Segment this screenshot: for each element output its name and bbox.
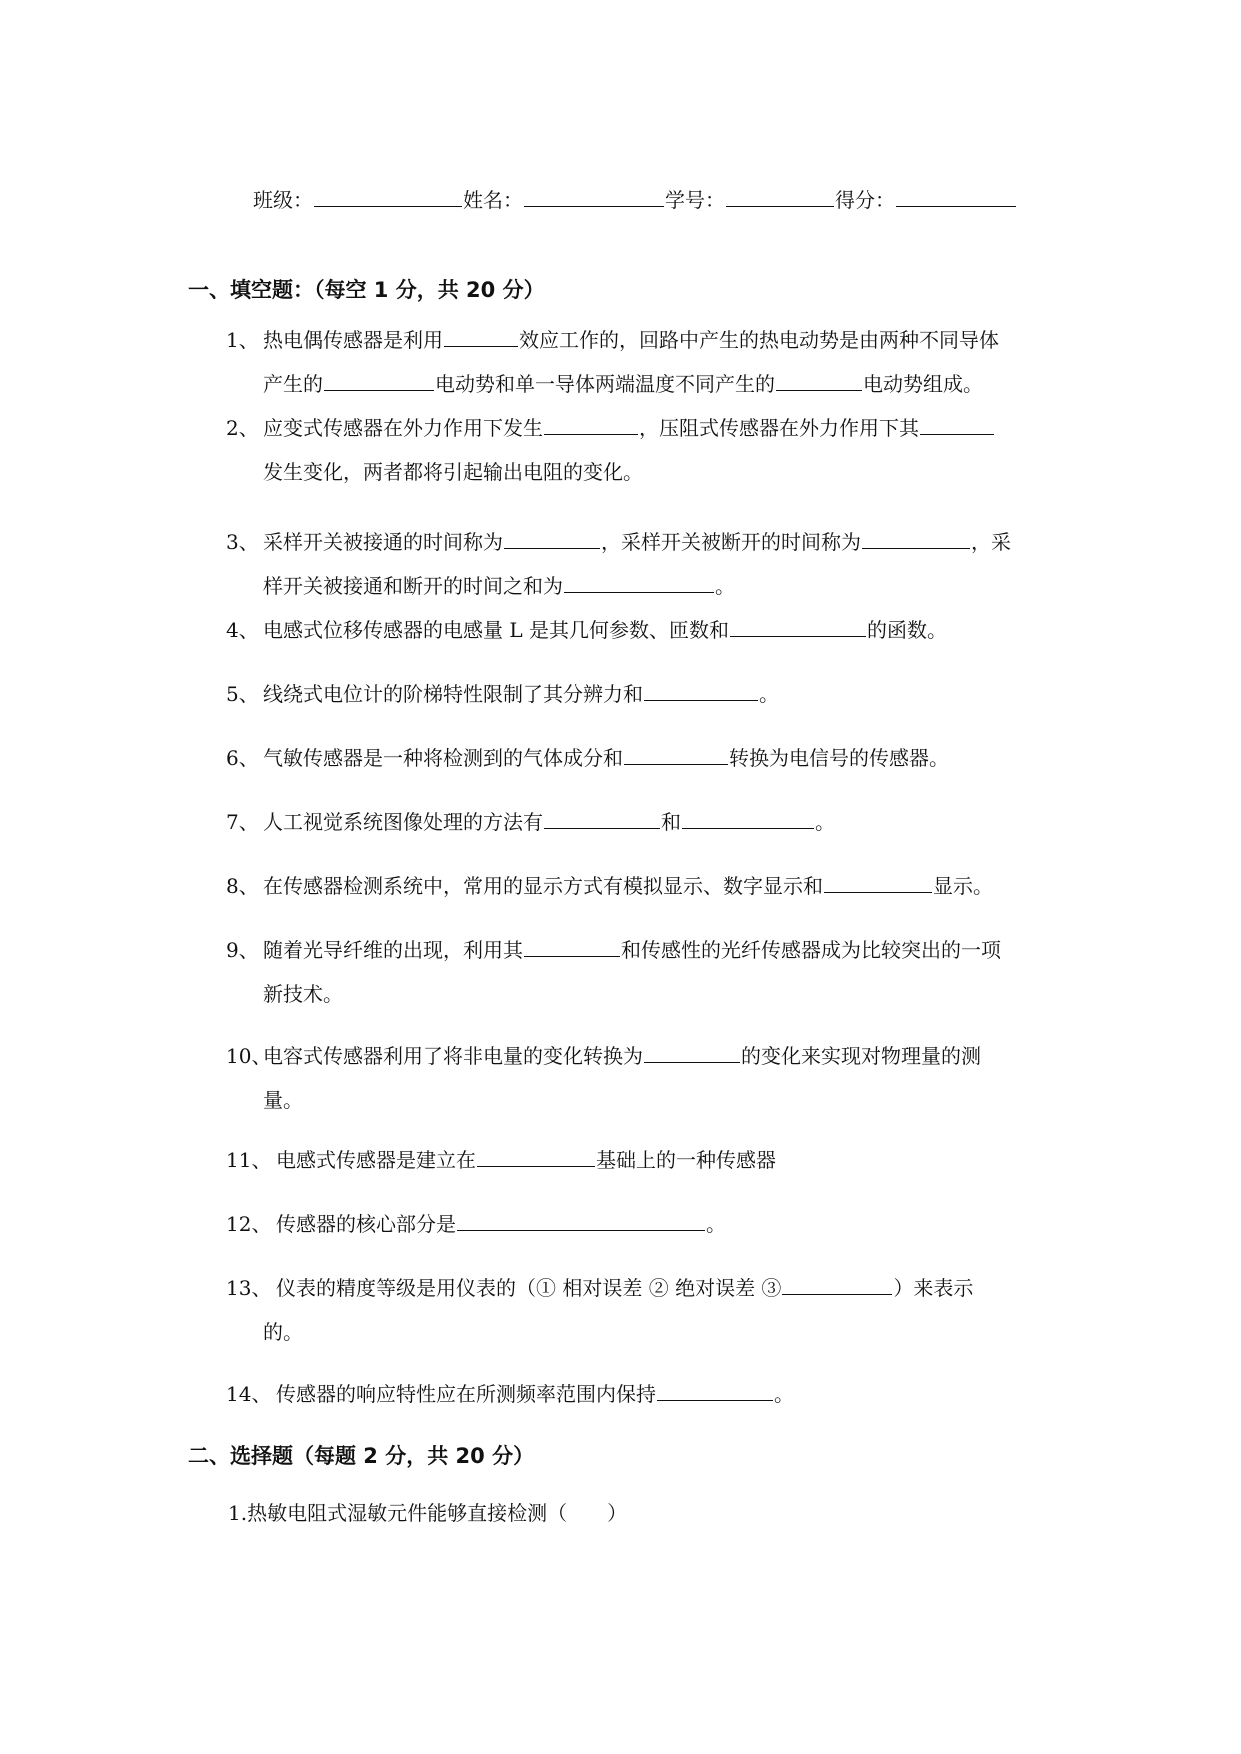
question-9 [226, 928, 1001, 1006]
question-7 [226, 800, 835, 844]
question-text: 在传感器检测系统中，常用的显示方式有模拟显示、数字显示和 [263, 874, 823, 898]
answer-blank[interactable] [564, 574, 714, 593]
question-text: 。 [715, 574, 735, 598]
student-id-label: 学号： [665, 188, 725, 212]
question-number: 8、 [226, 874, 259, 898]
question-number: 9、 [226, 938, 259, 962]
question-text: 传感器的响应特性应在所测频率范围内保持 [276, 1382, 656, 1406]
question-continuation [263, 1078, 303, 1122]
answer-blank[interactable] [324, 372, 434, 391]
answer-blank[interactable] [524, 938, 620, 957]
question-text: 应变式传感器在外力作用下发生 [263, 416, 543, 440]
question-text: 和传感性的光纤传感器成为比较突出的一项 [621, 938, 1001, 962]
answer-blank[interactable] [682, 810, 814, 829]
question-text: 显示。 [933, 874, 993, 898]
question-text: 电容式传感器利用了将非电量的变化转换为 [263, 1044, 643, 1068]
class-label: 班级： [253, 188, 313, 212]
name-blank[interactable] [524, 188, 664, 207]
question-10 [226, 1034, 981, 1112]
answer-blank[interactable] [730, 618, 866, 637]
question-continuation [263, 362, 983, 406]
question-text: 和 [661, 810, 681, 834]
answer-blank[interactable] [644, 1044, 740, 1063]
question-continuation [263, 1310, 303, 1354]
question-text: 产生的 [263, 372, 323, 396]
answer-blank[interactable] [657, 1382, 773, 1401]
question-text: 电动势和单一导体两端温度不同产生的 [435, 372, 775, 396]
question-1 [226, 318, 999, 396]
question-text: 电感式传感器是建立在 [276, 1148, 476, 1172]
question-text: 的。 [263, 1320, 303, 1344]
question-11 [226, 1138, 776, 1182]
question-text: 电动势组成。 [863, 372, 983, 396]
question-text: 热电偶传感器是利用 [263, 328, 443, 352]
question-text: 基础上的一种传感器 [596, 1148, 776, 1172]
question-3 [226, 520, 1011, 598]
question-text: 。 [706, 1212, 726, 1236]
question-number: 12、 [226, 1212, 272, 1236]
question-text: ，压阻式传感器在外力作用下其 [639, 416, 919, 440]
question-number: 2、 [226, 416, 259, 440]
question-text: 的变化来实现对物理量的测 [741, 1044, 981, 1068]
question-text: 电感式位移传感器的电感量 L 是其几何参数、匝数和 [263, 618, 729, 642]
question-number: 13、 [226, 1276, 272, 1300]
question-14 [226, 1372, 794, 1416]
answer-blank[interactable] [776, 372, 862, 391]
answer-blank[interactable] [504, 530, 600, 549]
question-text: 发生变化，两者都将引起输出电阻的变化。 [263, 460, 643, 484]
answer-blank[interactable] [477, 1148, 595, 1167]
question-text: 采样开关被接通的时间称为 [263, 530, 503, 554]
section-2-title: 二、选择题（每题 2 分，共 20 分） [188, 1444, 535, 1468]
question-continuation [263, 564, 735, 608]
answer-blank[interactable] [920, 416, 994, 435]
question-text: 的函数。 [867, 618, 947, 642]
question-text: ，采样开关被断开的时间称为 [601, 530, 861, 554]
question-text: 传感器的核心部分是 [276, 1212, 456, 1236]
question-text: 线绕式电位计的阶梯特性限制了其分辨力和 [263, 682, 643, 706]
answer-blank[interactable] [824, 874, 932, 893]
question-text: 。 [774, 1382, 794, 1406]
answer-blank[interactable] [644, 682, 758, 701]
answer-blank[interactable] [862, 530, 970, 549]
class-blank[interactable] [314, 188, 462, 207]
question-5 [226, 672, 779, 716]
question-text: 人工视觉系统图像处理的方法有 [263, 810, 543, 834]
question-text: 样开关被接通和断开的时间之和为 [263, 574, 563, 598]
question-text: 效应工作的，回路中产生的热电动势是由两种不同导体 [519, 328, 999, 352]
question-12 [226, 1202, 726, 1246]
question-text: 新技术。 [263, 982, 343, 1006]
question-text: ，采 [971, 530, 1011, 554]
question-number: 3、 [226, 530, 259, 554]
question-text: 气敏传感器是一种将检测到的气体成分和 [263, 746, 623, 770]
question-13 [226, 1266, 974, 1344]
answer-blank[interactable] [624, 746, 728, 765]
question-text: 量。 [263, 1088, 303, 1112]
answer-blank[interactable] [782, 1276, 892, 1295]
answer-blank[interactable] [444, 328, 518, 347]
choice-question-1: 1.热敏电阻式湿敏元件能够直接检测（ ） [228, 1501, 628, 1525]
question-continuation [263, 972, 343, 1016]
question-text: ）来表示 [893, 1276, 974, 1300]
answer-blank[interactable] [544, 416, 638, 435]
answer-blank[interactable] [544, 810, 660, 829]
question-number: 6、 [226, 746, 259, 770]
question-number: 11、 [226, 1148, 272, 1172]
question-number: 1、 [226, 328, 259, 352]
student-id-blank[interactable] [726, 188, 834, 207]
student-info-line [253, 184, 1017, 213]
score-label: 得分： [835, 188, 895, 212]
question-text: 。 [815, 810, 835, 834]
question-number: 7、 [226, 810, 259, 834]
question-text: 仪表的精度等级是用仪表的（① 相对误差 ② 绝对误差 ③ [276, 1276, 782, 1300]
question-continuation [263, 450, 643, 494]
question-number: 5、 [226, 682, 259, 706]
name-label: 姓名： [463, 188, 523, 212]
question-text: 。 [759, 682, 779, 706]
question-number: 10、 [226, 1044, 272, 1068]
question-2 [226, 406, 995, 484]
question-6 [226, 736, 949, 780]
section-1-title: 一、填空题：（每空 1 分，共 20 分） [188, 278, 545, 302]
question-4 [226, 608, 947, 652]
answer-blank[interactable] [457, 1212, 705, 1231]
score-blank[interactable] [896, 188, 1016, 207]
question-text: 转换为电信号的传感器。 [729, 746, 949, 770]
question-text: 随着光导纤维的出现，利用其 [263, 938, 523, 962]
question-8 [226, 864, 993, 908]
question-number: 14、 [226, 1382, 272, 1406]
question-number: 4、 [226, 618, 259, 642]
